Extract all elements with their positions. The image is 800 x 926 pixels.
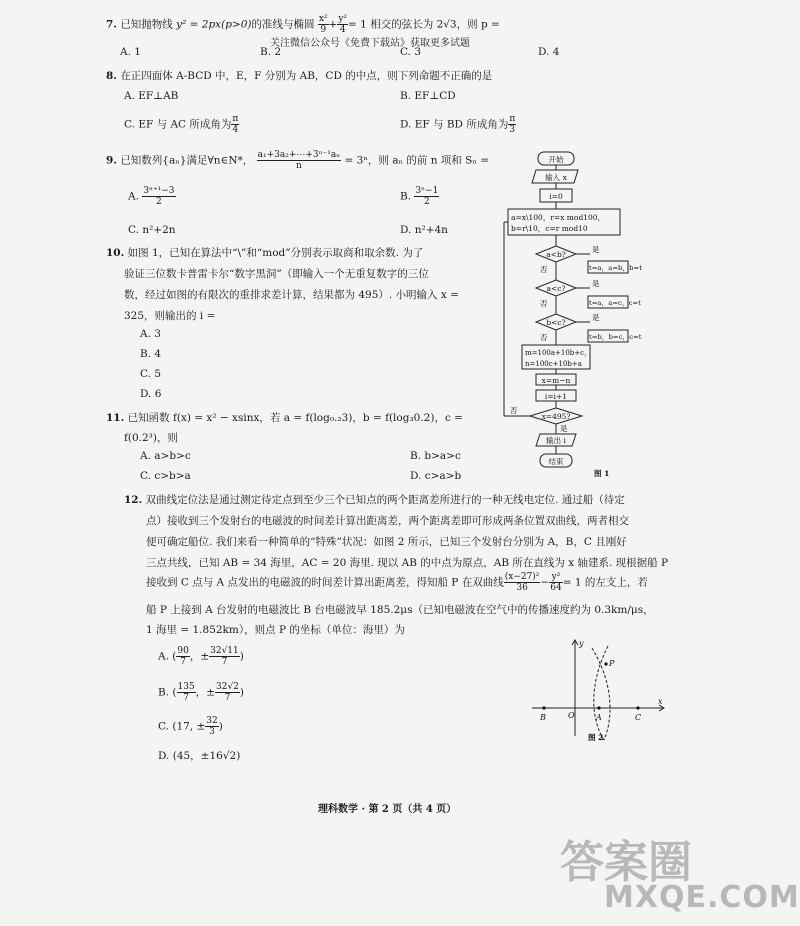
watermark-site-logo: MXQE.COM — [604, 880, 800, 915]
flowchart-figure-1 — [500, 148, 642, 478]
flow-no-label-1: 否 — [540, 265, 548, 274]
question-12-line-5: 接收到 C 点与 A 点发出的电磁波的时间差计算出距离差，得知船 P 在双曲线 $\frac{\text{(x−27)²}}{36}$ − $\frac{\text{y²}}{64}$ = 1 的左支上，若 — [146, 572, 648, 593]
q8-option-b: B. EF⊥CD — [400, 90, 456, 102]
fig2-label-c: C — [635, 713, 642, 722]
flow-yes-label-3: 是 — [592, 313, 600, 322]
q10-option-c: C. 5 — [140, 368, 162, 380]
q7-option-c: C. 3 — [400, 46, 422, 58]
flow-input-label: 输入 x — [545, 173, 567, 182]
fig2-label-y: y — [579, 639, 584, 648]
q10-option-a: A. 3 — [140, 328, 161, 340]
flow-cond4-label: x=495? — [541, 412, 571, 421]
q9-option-c: C. n²+2n — [128, 224, 176, 236]
point-p — [604, 662, 607, 665]
question-7-stem: 7. 已知抛物线 y² = 2px(p>0)的准线与椭圆 $\frac{\text{x²}}{9}$ + $\frac{\text{y²}}{4}$ = 1 相交的弦长为 2√3，则 p = — [106, 14, 500, 35]
q12-option-c: C. (17, ± $\frac{32}{3}$ ) — [158, 716, 223, 737]
q12-option-b: B. ( $\frac{135}{7}$ ，± $\frac{32√2}{7}$ ) — [158, 682, 245, 703]
question-11-line-1: 11. 已知函数 f(x) = x² − xsinx，若 a = f(log₀.₂3)，b = f(log₃0.2)，c = — [106, 412, 463, 424]
flow-swap2-label: t=a，a=c，c=t — [589, 299, 641, 307]
question-10-line-4: 325，则输出的 i = — [124, 310, 216, 322]
flow-init-label: i=0 — [549, 192, 563, 201]
fig2-label-p: P — [609, 659, 615, 668]
q11-option-d: D. c>a>b — [410, 470, 462, 482]
figure-1-caption: 图 1 — [594, 469, 610, 478]
flow-no-label-3: 否 — [540, 333, 548, 342]
question-10-line-3: 数，经过如图的有限次的重排求差计算，结果都为 495）. 小明输入 x = — [124, 289, 459, 301]
hyperbola-left-branch — [594, 646, 608, 740]
q11-option-c: C. c>b>a — [140, 470, 191, 482]
q10-option-d: D. 6 — [140, 388, 162, 400]
flow-yes-label-4: 是 — [560, 424, 568, 433]
q8-option-a: A. EF⊥AB — [124, 90, 179, 102]
q8-option-c: C. EF 与 AC 所成角为 $\frac{\pi}{4}$ — [124, 114, 239, 135]
figure-2-caption: 图 2 — [588, 733, 604, 742]
flow-yes-label-2: 是 — [592, 279, 600, 288]
flow-cond3-label: b<c? — [546, 318, 566, 327]
flow-calc-label-1: m=100a+10b+c， — [525, 349, 592, 357]
flow-diff-label: x=m−n — [541, 376, 571, 385]
fig2-label-o: O — [568, 711, 575, 720]
flow-calc-label-2: n=100c+10b+a — [525, 360, 582, 368]
q10-option-b: B. 4 — [140, 348, 162, 360]
flow-inc-label: i=i+1 — [544, 392, 568, 401]
question-12-line-3: 便可确定船位. 我们来看一种简单的“特殊”状况：如图 2 所示，已知三个发射台分别为 A，B，C 且刚好 — [146, 536, 627, 548]
fig2-label-b: B — [540, 713, 546, 722]
q7-option-a: A. 1 — [120, 46, 141, 58]
flow-swap1-label: t=a，a=b，b=t — [589, 264, 642, 272]
fig2-label-x: x — [658, 697, 663, 706]
fig2-label-a: A — [596, 713, 602, 722]
flow-end-label: 结束 — [548, 457, 564, 466]
question-12-line-7: 1 海里 = 1.852km），则点 P 的坐标（单位：海里）为 — [146, 624, 405, 636]
q9-option-b: B. $\frac{\text{3ⁿ−1}}{2}$ — [400, 186, 439, 207]
flow-digits-label-1: a=x\100，r=x mod100， — [511, 213, 606, 222]
flow-no-label-4: 否 — [510, 406, 518, 415]
page-footer: 理科数学 · 第 2 页（共 4 页） — [318, 804, 457, 815]
watermark-brand-logo: 答案圈 — [560, 837, 692, 888]
figure-2-hyperbola — [528, 636, 668, 742]
q7-option-d: D. 4 — [538, 46, 560, 58]
q8-option-d: D. EF 与 BD 所成角为 $\frac{\pi}{3}$ — [400, 114, 516, 135]
q12-option-d: D. (45，±16√2) — [158, 750, 241, 762]
q9-option-a: A. $\frac{\text{3ⁿ⁺¹−3}}{2}$ — [128, 186, 175, 207]
flow-cond1-label: a<b? — [546, 250, 566, 259]
q9-option-d: D. n²+4n — [400, 224, 448, 236]
question-8-stem: 8. 在正四面体 A-BCD 中，E，F 分别为 AB，CD 的中点，则下列命题不正确的是 — [106, 70, 493, 82]
flow-output-label: 输出 i — [546, 436, 566, 445]
flow-digits-label-2: b=r\10，c=r mod10 — [511, 224, 588, 233]
flow-yes-label-1: 是 — [592, 245, 600, 254]
question-9-stem: 9. 已知数列{aₙ}满足∀n∈N*， $\frac{\text{a₁+3a₂+⋯+3ⁿ⁻¹aₙ}}{n}$ = 3ⁿ，则 aₙ 的前 n 项和 Sₙ = — [106, 150, 490, 171]
question-12-line-2: 点）接收到三个发射台的电磁波的时间差计算出距离差，两个距离差即可形成两条位置双曲线，两者相交 — [146, 515, 629, 527]
q12-option-a: A. ( $\frac{90}{7}$ ，± $\frac{32√11}{7}$ ) — [158, 646, 244, 667]
question-11-line-2: f(0.2³)，则 — [124, 432, 178, 444]
question-10-line-2: 验证三位数卡普雷卡尔“数字黑洞”（即输入一个无重复数字的三位 — [124, 268, 429, 280]
flow-start-label: 开始 — [548, 155, 564, 164]
question-12-line-6: 船 P 上接到 A 台发射的电磁波比 B 台电磁波早 185.2μs（已知电磁波在空气中的传播速度约为 0.3km/μs， — [146, 604, 654, 616]
flow-cond2-label: a<c? — [546, 284, 566, 293]
q11-option-b: B. b>a>c — [410, 450, 461, 462]
header-notice: 关注微信公众号《免费下载站》获取更多试题 — [270, 38, 470, 49]
question-10-line-1: 10. 如图 1，已知在算法中“\”和“mod”分别表示取商和取余数. 为了 — [106, 247, 424, 259]
q11-option-a: A. a>b>c — [140, 450, 191, 462]
question-12-line-4: 三点共线，已知 AB = 34 海里，AC = 20 海里. 现以 AB 的中点为原点，AB 所在直线为 x 轴建系. 现根据船 P — [146, 557, 669, 569]
question-12-line-1: 12. 双曲线定位法是通过测定待定点到至少三个已知点的两个距离差所进行的一种无线电定位. 通过船（待定 — [124, 494, 625, 506]
flow-swap3-label: t=b，b=c，c=t — [589, 333, 642, 341]
flow-no-label-2: 否 — [540, 299, 548, 308]
q7-option-b: B. 2 — [260, 46, 282, 58]
